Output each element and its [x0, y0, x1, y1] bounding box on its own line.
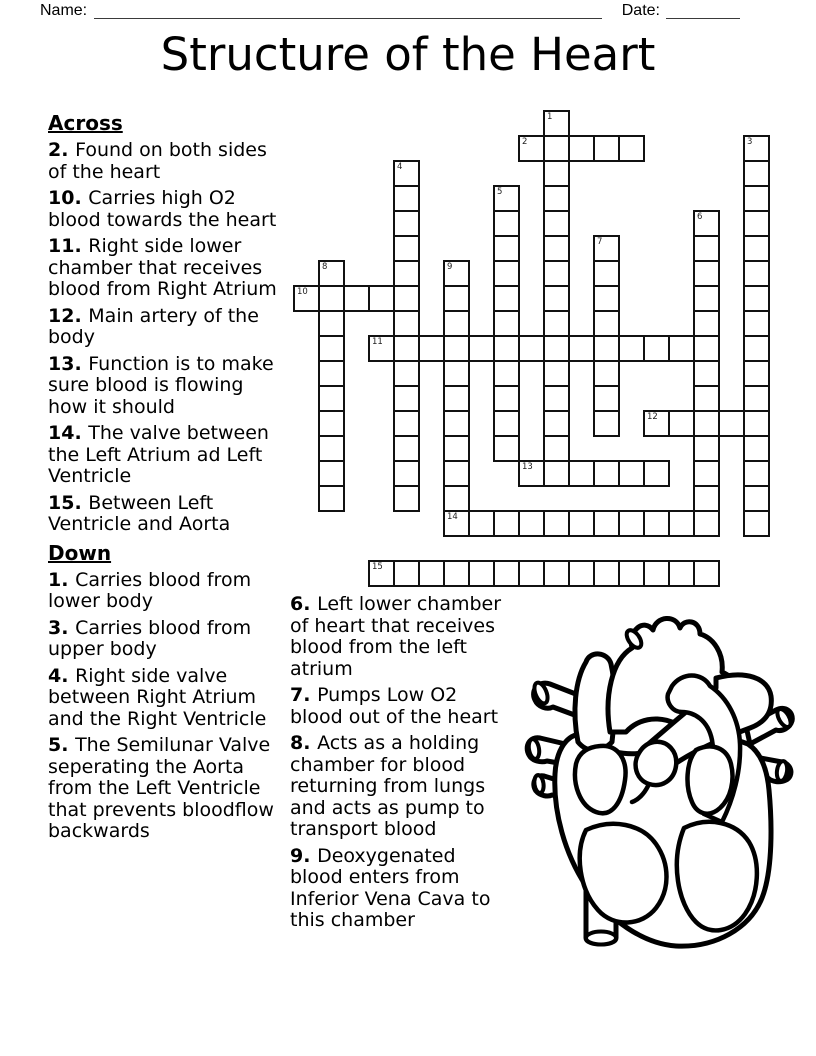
- grid-cell-r4-c8[interactable]: [493, 210, 520, 237]
- page-title: Structure of the Heart: [160, 28, 656, 81]
- cell-number: 6: [697, 212, 703, 222]
- grid-cell-r7-c0[interactable]: [293, 285, 320, 312]
- grid-cell-r5-c8[interactable]: [493, 235, 520, 262]
- cell-number: 3: [747, 137, 753, 147]
- grid-cell-r18-c9[interactable]: [518, 560, 545, 587]
- grid-cell-r9-c11[interactable]: [568, 335, 595, 362]
- grid-cell-r16-c14[interactable]: [643, 510, 670, 537]
- cell-number: 13: [522, 462, 533, 472]
- grid-cell-r12-c15[interactable]: [668, 410, 695, 437]
- grid-cell-r7-c18[interactable]: [743, 285, 770, 312]
- grid-cell-r13-c10[interactable]: [543, 435, 570, 462]
- grid-cell-r16-c9[interactable]: [518, 510, 545, 537]
- clue-across-10: 10. Carries high O2 blood towards the heart: [48, 187, 277, 231]
- grid-cell-r14-c13[interactable]: [618, 460, 645, 487]
- grid-cell-r18-c7[interactable]: [468, 560, 495, 587]
- grid-cell-r14-c10[interactable]: [543, 460, 570, 487]
- grid-cell-r9-c15[interactable]: [668, 335, 695, 362]
- grid-cell-r5-c16[interactable]: [693, 235, 720, 262]
- grid-cell-r1-c18[interactable]: [743, 135, 770, 162]
- grid-cell-r4-c16[interactable]: [693, 210, 720, 237]
- grid-cell-r9-c4[interactable]: [393, 335, 420, 362]
- grid-cell-r12-c18[interactable]: [743, 410, 770, 437]
- clue-down-9: 9. Deoxygenated blood enters from Inferior Vena Cava to this chamber: [290, 844, 491, 931]
- grid-cell-r6-c1[interactable]: [318, 260, 345, 287]
- grid-cell-r10-c12[interactable]: [593, 360, 620, 387]
- grid-cell-r10-c18[interactable]: [743, 360, 770, 387]
- grid-cell-r1-c11[interactable]: [568, 135, 595, 162]
- cell-number: 1: [547, 112, 553, 122]
- grid-cell-r14-c9[interactable]: [518, 460, 545, 487]
- grid-cell-r16-c6[interactable]: [443, 510, 470, 537]
- grid-cell-r8-c6[interactable]: [443, 310, 470, 337]
- grid-cell-r12-c16[interactable]: [693, 410, 720, 437]
- grid-cell-r18-c15[interactable]: [668, 560, 695, 587]
- grid-cell-r8-c16[interactable]: [693, 310, 720, 337]
- grid-cell-r2-c10[interactable]: [543, 160, 570, 187]
- grid-cell-r13-c6[interactable]: [443, 435, 470, 462]
- clue-down-5: 5. The Semilunar Valve seperating the Aorta from the Left Ventricle that prevents bloodflow backwards: [48, 734, 274, 842]
- clue-column-left: [48, 111, 278, 848]
- grid-cell-r12-c8[interactable]: [493, 410, 520, 437]
- grid-cell-r10-c6[interactable]: [443, 360, 470, 387]
- grid-cell-r10-c10[interactable]: [543, 360, 570, 387]
- grid-cell-r11-c8[interactable]: [493, 385, 520, 412]
- grid-cell-r3-c8[interactable]: [493, 185, 520, 212]
- grid-cell-r7-c6[interactable]: [443, 285, 470, 312]
- vessel-opening: [527, 738, 540, 759]
- grid-cell-r15-c6[interactable]: [443, 485, 470, 512]
- cell-number: 8: [322, 262, 328, 272]
- grid-cell-r8-c8[interactable]: [493, 310, 520, 337]
- grid-cell-r18-c12[interactable]: [593, 560, 620, 587]
- grid-cell-r6-c16[interactable]: [693, 260, 720, 287]
- grid-cell-r6-c6[interactable]: [443, 260, 470, 287]
- grid-cell-r18-c16[interactable]: [693, 560, 720, 587]
- vessel-opening: [533, 774, 544, 793]
- grid-cell-r12-c6[interactable]: [443, 410, 470, 437]
- clue-down-4: 4. Right side valve between Right Atrium and the Right Ventricle: [48, 664, 267, 730]
- grid-cell-r14-c6[interactable]: [443, 460, 470, 487]
- grid-cell-r16-c18[interactable]: [743, 510, 770, 537]
- clue-down-1: 1. Carries blood from lower body: [48, 568, 252, 612]
- grid-cell-r4-c4[interactable]: [393, 210, 420, 237]
- grid-cell-r12-c14[interactable]: [643, 410, 670, 437]
- grid-cell-r10-c8[interactable]: [493, 360, 520, 387]
- grid-cell-r13-c16[interactable]: [693, 435, 720, 462]
- cell-number: 12: [647, 412, 658, 422]
- grid-cell-r16-c13[interactable]: [618, 510, 645, 537]
- cell-number: 7: [597, 237, 603, 247]
- grid-cell-r8-c4[interactable]: [393, 310, 420, 337]
- grid-cell-r7-c2[interactable]: [343, 285, 370, 312]
- across-clue-list: [48, 140, 278, 536]
- grid-cell-r9-c9[interactable]: [518, 335, 545, 362]
- grid-cell-r8-c12[interactable]: [593, 310, 620, 337]
- grid-cell-r9-c16[interactable]: [693, 335, 720, 362]
- grid-cell-r15-c18[interactable]: [743, 485, 770, 512]
- down-clue-list-left: [48, 570, 278, 843]
- grid-cell-r8-c10[interactable]: [543, 310, 570, 337]
- grid-cell-r0-c10[interactable]: [543, 110, 570, 137]
- grid-cell-r13-c8[interactable]: [493, 435, 520, 462]
- grid-cell-r10-c1[interactable]: [318, 360, 345, 387]
- name-date-row: [40, 2, 740, 20]
- grid-cell-r18-c13[interactable]: [618, 560, 645, 587]
- grid-cell-r12-c4[interactable]: [393, 410, 420, 437]
- grid-cell-r16-c8[interactable]: [493, 510, 520, 537]
- grid-cell-r7-c3[interactable]: [368, 285, 395, 312]
- cell-number: 4: [397, 162, 403, 172]
- name-blank-line: [94, 5, 602, 19]
- grid-cell-r7-c10[interactable]: [543, 285, 570, 312]
- grid-cell-r7-c4[interactable]: [393, 285, 420, 312]
- grid-cell-r10-c16[interactable]: [693, 360, 720, 387]
- grid-cell-r15-c16[interactable]: [693, 485, 720, 512]
- grid-cell-r9-c5[interactable]: [418, 335, 445, 362]
- down-clue-list-right: [290, 594, 504, 932]
- grid-cell-r6-c18[interactable]: [743, 260, 770, 287]
- grid-cell-r14-c18[interactable]: [743, 460, 770, 487]
- grid-cell-r11-c6[interactable]: [443, 385, 470, 412]
- grid-cell-r7-c16[interactable]: [693, 285, 720, 312]
- right-atrium-cavity: [575, 746, 626, 813]
- grid-cell-r16-c11[interactable]: [568, 510, 595, 537]
- grid-cell-r8-c1[interactable]: [318, 310, 345, 337]
- clue-across-11: 11. Right side lower chamber that receives blood from Right Atrium: [48, 235, 277, 300]
- vessel-opening: [586, 932, 616, 945]
- clue-across-15: 15. Between Left Ventricle and Aorta: [48, 491, 231, 535]
- grid-cell-r7-c12[interactable]: [593, 285, 620, 312]
- grid-cell-r6-c10[interactable]: [543, 260, 570, 287]
- grid-cell-r2-c4[interactable]: [393, 160, 420, 187]
- grid-cell-r14-c12[interactable]: [593, 460, 620, 487]
- grid-cell-r6-c8[interactable]: [493, 260, 520, 287]
- clue-down-8: 8. Acts as a holding chamber for blood returning from lungs and acts as pump to transport blood: [290, 732, 486, 840]
- grid-cell-r11-c18[interactable]: [743, 385, 770, 412]
- grid-cell-r2-c18[interactable]: [743, 160, 770, 187]
- grid-cell-r9-c10[interactable]: [543, 335, 570, 362]
- grid-cell-r18-c6[interactable]: [443, 560, 470, 587]
- grid-cell-r14-c11[interactable]: [568, 460, 595, 487]
- grid-cell-r11-c12[interactable]: [593, 385, 620, 412]
- grid-cell-r10-c4[interactable]: [393, 360, 420, 387]
- grid-cell-r1-c10[interactable]: [543, 135, 570, 162]
- grid-cell-r9-c8[interactable]: [493, 335, 520, 362]
- date-label: Date:: [621, 2, 660, 19]
- grid-cell-r18-c4[interactable]: [393, 560, 420, 587]
- grid-cell-r7-c1[interactable]: [318, 285, 345, 312]
- clue-across-2: 2. Found on both sides of the heart: [48, 139, 267, 183]
- clue-across-14: 14. The valve between the Left Atrium ad Left Ventricle: [48, 422, 269, 487]
- grid-cell-r9-c7[interactable]: [468, 335, 495, 362]
- grid-cell-r9-c14[interactable]: [643, 335, 670, 362]
- grid-cell-r9-c1[interactable]: [318, 335, 345, 362]
- grid-cell-r4-c18[interactable]: [743, 210, 770, 237]
- grid-cell-r14-c16[interactable]: [693, 460, 720, 487]
- cell-number: 11: [372, 337, 383, 347]
- grid-cell-r9-c18[interactable]: [743, 335, 770, 362]
- cell-number: 5: [497, 187, 503, 197]
- grid-cell-r18-c8[interactable]: [493, 560, 520, 587]
- grid-cell-r6-c12[interactable]: [593, 260, 620, 287]
- grid-cell-r15-c1[interactable]: [318, 485, 345, 512]
- clue-across-13: 13. Function is to make sure blood is flowing how it should: [48, 352, 274, 418]
- grid-cell-r18-c11[interactable]: [568, 560, 595, 587]
- name-label: Name:: [40, 2, 88, 19]
- grid-cell-r1-c9[interactable]: [518, 135, 545, 162]
- grid-cell-r16-c7[interactable]: [468, 510, 495, 537]
- grid-cell-r16-c15[interactable]: [668, 510, 695, 537]
- aortic-valve-knob: [636, 742, 677, 785]
- clue-down-7: 7. Pumps Low O2 blood out of the heart: [290, 684, 499, 728]
- grid-cell-r14-c1[interactable]: [318, 460, 345, 487]
- grid-cell-r7-c8[interactable]: [493, 285, 520, 312]
- grid-cell-r11-c1[interactable]: [318, 385, 345, 412]
- down-heading: Down: [48, 540, 112, 565]
- grid-cell-r12-c17[interactable]: [718, 410, 745, 437]
- grid-cell-r11-c4[interactable]: [393, 385, 420, 412]
- clue-column-middle: [290, 594, 504, 937]
- grid-cell-r1-c12[interactable]: [593, 135, 620, 162]
- grid-cell-r9-c12[interactable]: [593, 335, 620, 362]
- vessel-opening: [776, 760, 789, 781]
- cell-number: 9: [447, 262, 453, 272]
- clue-down-6: 6. Left lower chamber of heart that receives blood from the left atrium: [290, 593, 502, 680]
- grid-cell-r5-c18[interactable]: [743, 235, 770, 262]
- left-atrium-cavity: [687, 746, 732, 813]
- grid-cell-r8-c18[interactable]: [743, 310, 770, 337]
- cell-number: 10: [297, 287, 308, 297]
- date-blank-line: [666, 5, 740, 19]
- grid-cell-r18-c3[interactable]: [368, 560, 395, 587]
- grid-cell-r11-c16[interactable]: [693, 385, 720, 412]
- grid-cell-r9-c13[interactable]: [618, 335, 645, 362]
- grid-cell-r16-c12[interactable]: [593, 510, 620, 537]
- grid-cell-r12-c1[interactable]: [318, 410, 345, 437]
- grid-cell-r12-c12[interactable]: [593, 410, 620, 437]
- grid-cell-r3-c10[interactable]: [543, 185, 570, 212]
- grid-cell-r5-c10[interactable]: [543, 235, 570, 262]
- grid-cell-r16-c10[interactable]: [543, 510, 570, 537]
- grid-cell-r3-c4[interactable]: [393, 185, 420, 212]
- grid-cell-r18-c10[interactable]: [543, 560, 570, 587]
- cell-number: 15: [372, 562, 383, 572]
- grid-cell-r13-c18[interactable]: [743, 435, 770, 462]
- across-heading: Across: [48, 111, 123, 135]
- grid-cell-r11-c10[interactable]: [543, 385, 570, 412]
- grid-cell-r12-c10[interactable]: [543, 410, 570, 437]
- grid-cell-r1-c13[interactable]: [618, 135, 645, 162]
- grid-cell-r15-c4[interactable]: [393, 485, 420, 512]
- clue-down-3: 3. Carries blood from upper body: [48, 616, 252, 660]
- cell-number: 14: [447, 512, 458, 522]
- heart-diagram: [520, 614, 805, 954]
- grid-cell-r6-c4[interactable]: [393, 260, 420, 287]
- grid-cell-r18-c5[interactable]: [418, 560, 445, 587]
- grid-cell-r3-c18[interactable]: [743, 185, 770, 212]
- grid-cell-r18-c14[interactable]: [643, 560, 670, 587]
- grid-cell-r14-c14[interactable]: [643, 460, 670, 487]
- grid-cell-r5-c4[interactable]: [393, 235, 420, 262]
- grid-cell-r13-c1[interactable]: [318, 435, 345, 462]
- grid-cell-r9-c6[interactable]: [443, 335, 470, 362]
- left-ventricle-cavity: [677, 822, 757, 931]
- grid-cell-r5-c12[interactable]: [593, 235, 620, 262]
- grid-cell-r4-c10[interactable]: [543, 210, 570, 237]
- grid-cell-r13-c4[interactable]: [393, 435, 420, 462]
- grid-cell-r16-c16[interactable]: [693, 510, 720, 537]
- cell-number: 2: [522, 137, 528, 147]
- grid-cell-r9-c3[interactable]: [368, 335, 395, 362]
- grid-cell-r14-c4[interactable]: [393, 460, 420, 487]
- clue-across-12: 12. Main artery of the body: [48, 304, 259, 348]
